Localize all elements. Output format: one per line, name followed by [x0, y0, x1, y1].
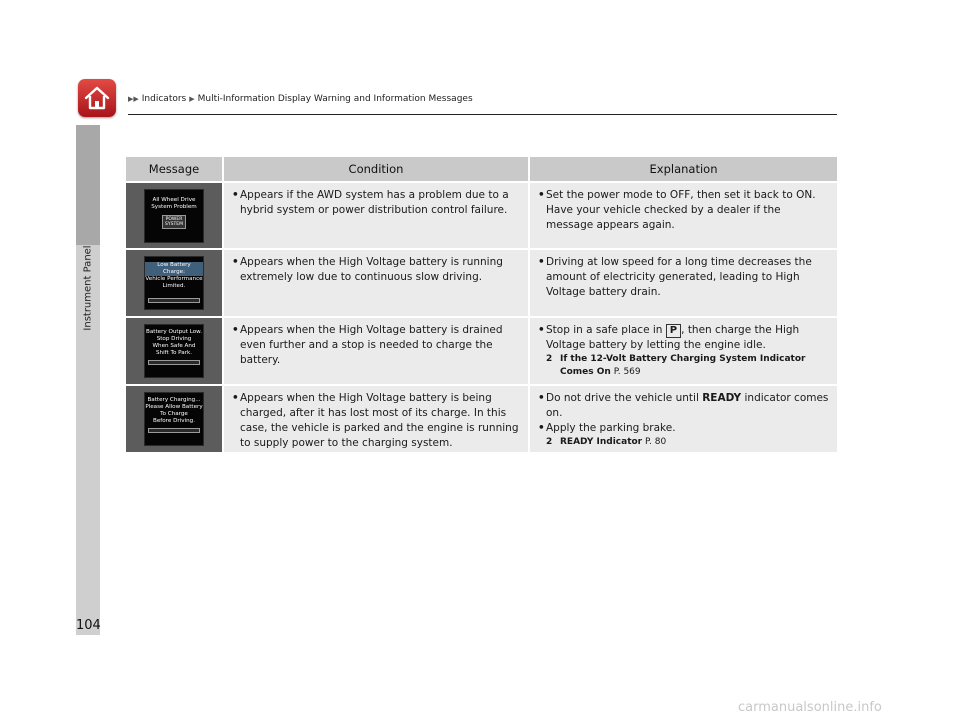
column-header: Explanation — [528, 157, 837, 181]
display-screen — [144, 392, 204, 446]
double-arrow-icon: 2 — [546, 437, 553, 447]
reference-page[interactable]: P. 80 — [645, 437, 667, 447]
power-system-badge — [162, 215, 186, 229]
badge-line: SYSTEM — [165, 221, 183, 227]
condition-text: • Appears when the High Voltage battery is being charged, after it has lost most of its charge. In this case, the vehicle is parked and the engine is running to supply power to the charging system. — [232, 391, 522, 451]
screen-line: Please Allow Battery — [145, 404, 203, 410]
condition-text: • Appears if the AWD system has a problem due to a hybrid system or power distribution control failure. — [232, 188, 522, 218]
table-row — [126, 386, 837, 452]
column-header: Message — [148, 162, 200, 176]
table-header — [126, 157, 837, 181]
screen-line: Battery Charging... — [147, 397, 201, 403]
home-button[interactable] — [78, 79, 116, 117]
explanation-cell — [528, 318, 837, 384]
screen-line: Battery Output Low. — [146, 329, 202, 335]
messages-table — [126, 157, 837, 452]
screen-line: System Problem — [151, 203, 197, 210]
display-screen — [144, 256, 204, 310]
message-screen-cell — [126, 386, 222, 452]
battery-bar — [148, 298, 200, 303]
explanation-text-part: Do not drive the vehicle until — [546, 392, 703, 404]
explanation-text: • Set the power mode to OFF, then set it back to ON. Have your vehicle checked by a dealer if the message appears again. — [538, 188, 831, 233]
explanation-text-part: , then charge the High Voltage battery by letting the engine idle. — [546, 324, 800, 351]
reference-title[interactable]: READY Indicator — [560, 437, 643, 447]
breadcrumb-item[interactable]: Indicators — [141, 94, 187, 104]
triangle-right-icon: ▶ — [189, 95, 195, 103]
explanation-text-part: indicator comes on. — [546, 392, 829, 419]
display-screen — [144, 189, 204, 243]
battery-bar — [148, 360, 200, 365]
screen-line: Limited. — [162, 283, 186, 289]
table-row — [126, 318, 837, 384]
condition-cell — [222, 183, 528, 248]
sidebar-label: Instrument Panel — [82, 245, 94, 331]
message-screen-cell — [126, 183, 222, 248]
explanation-cell — [528, 250, 837, 316]
cross-reference[interactable] — [538, 353, 831, 379]
screen-line: When Safe And — [152, 343, 196, 349]
explanation-cell — [528, 183, 837, 248]
breadcrumb — [128, 94, 473, 104]
battery-bar — [148, 428, 200, 433]
home-icon — [83, 85, 111, 111]
explanation-text-part: Stop in a safe place in — [546, 324, 666, 336]
header-divider — [128, 114, 837, 115]
message-screen-cell — [126, 250, 222, 316]
column-header: Condition — [222, 157, 528, 181]
reference-page[interactable]: P. 569 — [613, 367, 641, 377]
condition-text: • Appears when the High Voltage battery is drained even further and a stop is needed to charge the battery. — [232, 323, 522, 368]
table-row — [126, 183, 837, 248]
double-arrow-icon: 2 — [546, 354, 553, 364]
explanation-text: • Apply the parking brake. — [538, 421, 831, 436]
condition-cell — [222, 386, 528, 452]
breadcrumb-item[interactable]: Multi-Information Display Warning and Information Messages — [197, 94, 473, 104]
ready-label: READY — [702, 392, 742, 404]
explanation-text — [538, 323, 831, 353]
sidebar-tab-accent — [76, 125, 100, 245]
page-number: 104 — [76, 618, 101, 633]
message-screen-cell — [126, 318, 222, 384]
explanation-text — [538, 391, 831, 421]
screen-line: Stop Driving — [156, 336, 192, 342]
badge-line: POWER — [165, 216, 183, 222]
display-screen — [144, 324, 204, 378]
screen-line: All Wheel Drive — [152, 196, 196, 203]
cross-reference[interactable] — [538, 436, 831, 449]
condition-text: • Appears when the High Voltage battery is running extremely low due to continuous slow driving. — [232, 255, 522, 285]
triangle-right-icon: ▶▶ — [128, 95, 139, 103]
screen-line: Vehicle Performance — [145, 276, 203, 282]
explanation-text: • Driving at low speed for a long time decreases the amount of electricity generated, leading to High Voltage battery drain. — [538, 255, 831, 300]
park-key: P — [666, 324, 681, 338]
screen-line: To Charge — [160, 411, 188, 417]
screen-line: Shift To Park. — [155, 350, 193, 356]
explanation-cell — [528, 386, 837, 452]
reference-title[interactable]: If the 12-Volt Battery Charging System Indicator Comes On — [560, 354, 806, 377]
watermark: carmanualsonline.info — [738, 700, 882, 715]
screen-line: Before Driving. — [153, 418, 195, 424]
table-row — [126, 250, 837, 316]
condition-cell — [222, 250, 528, 316]
condition-cell — [222, 318, 528, 384]
screen-line: Low Battery Charge: — [145, 262, 203, 276]
